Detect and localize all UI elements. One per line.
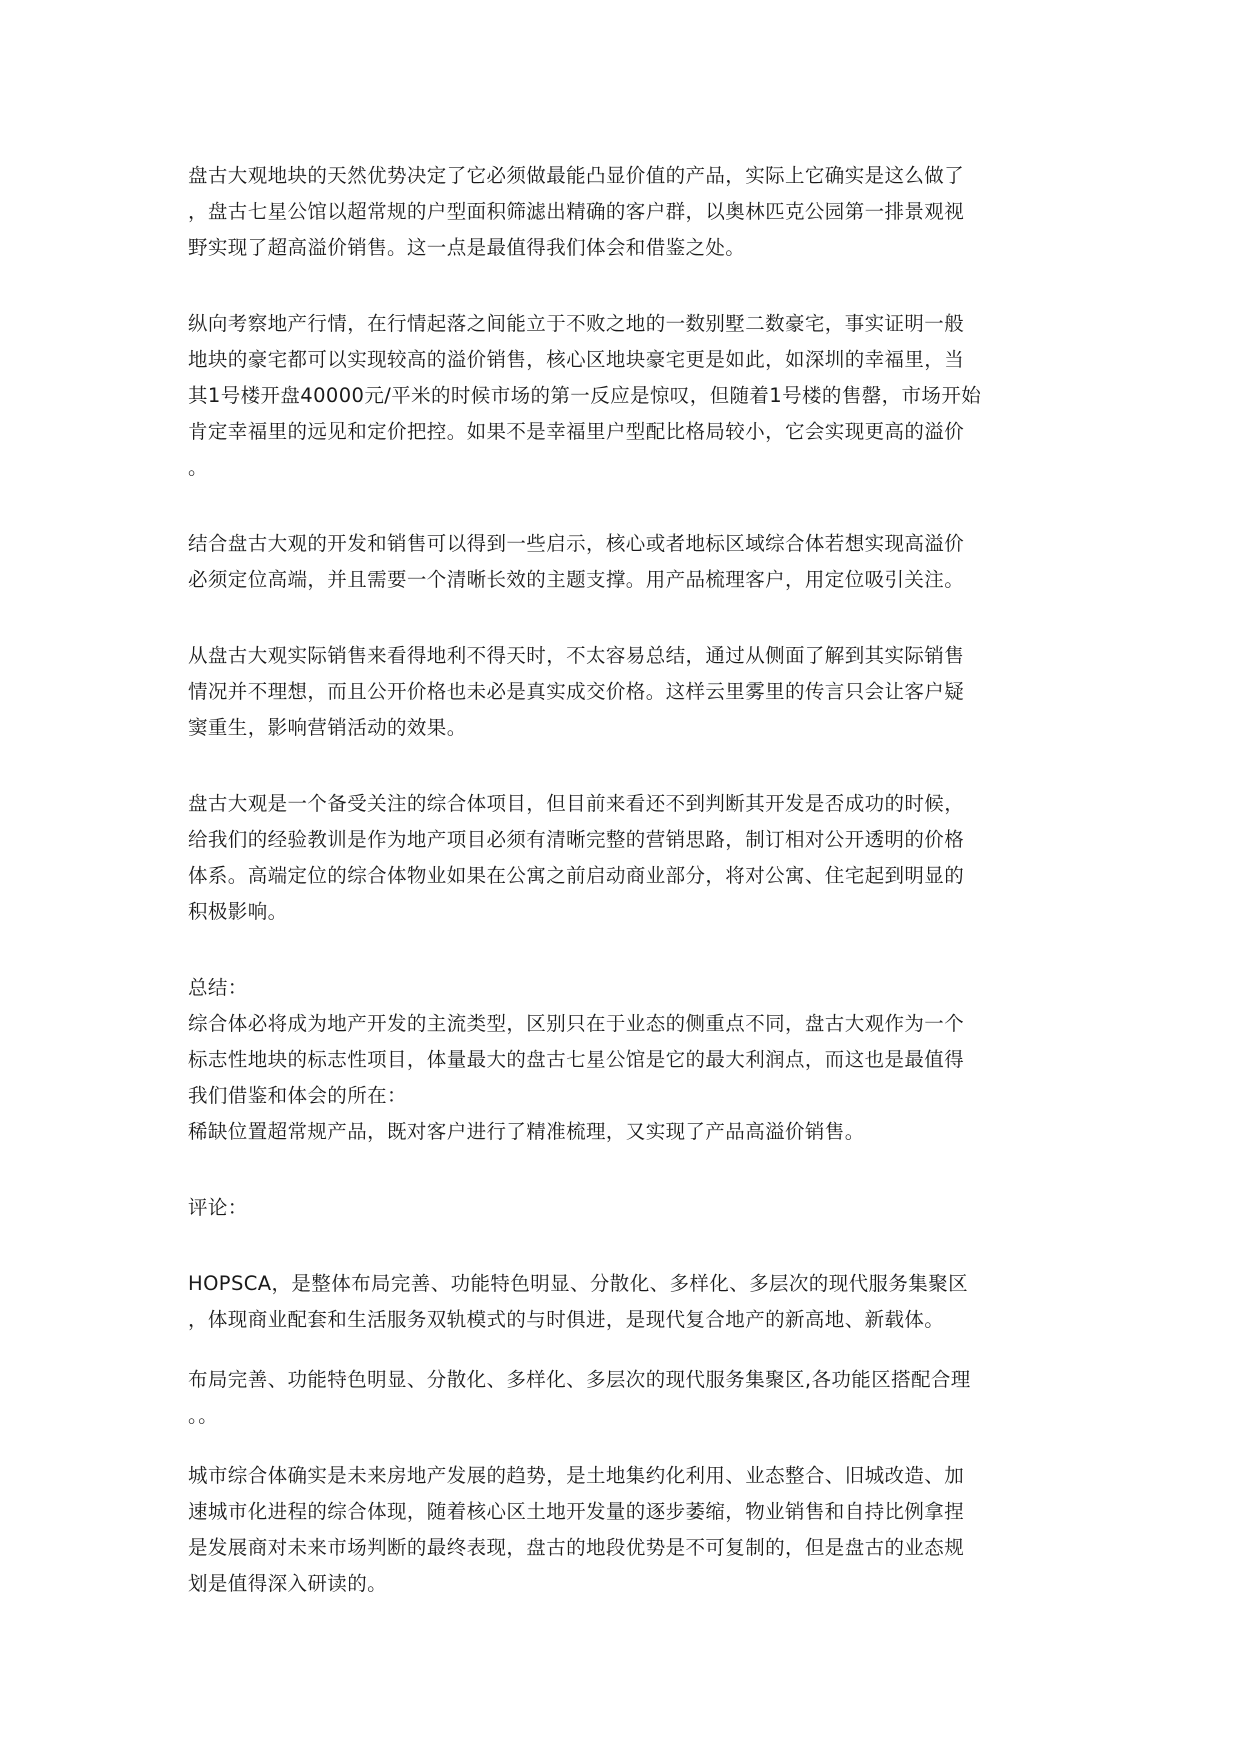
paragraph-line: ，体现商业配套和生活服务双轨模式的与时俱进，是现代复合地产的新高地、新载体。	[188, 1308, 945, 1331]
paragraph-line: 综合体必将成为地产开发的主流类型，区别只在于业态的侧重点不同，盘古大观作为一个	[188, 1012, 965, 1035]
paragraph-line: 结合盘古大观的开发和销售可以得到一些启示，核心或者地标区域综合体若想实现高溢价	[188, 532, 965, 555]
paragraph-line: 稀缺位置超常规产品，既对客户进行了精准梳理，又实现了产品高溢价销售。	[188, 1120, 865, 1143]
paragraph-line: 给我们的经验教训是作为地产项目必须有清晰完整的营销思路，制订相对公开透明的价格	[188, 828, 965, 851]
paragraph-line: HOPSCA，是整体布局完善、功能特色明显、分散化、多样化、多层次的现代服务集聚区	[188, 1272, 969, 1295]
paragraph-line: 城市综合体确实是未来房地产发展的趋势，是土地集约化利用、业态整合、旧城改造、加	[188, 1464, 965, 1487]
paragraph-line: 我们借鉴和体会的所在：	[188, 1084, 407, 1107]
paragraph-line: 体系。高端定位的综合体物业如果在公寓之前启动商业部分，将对公寓、住宅起到明显的	[188, 864, 965, 887]
paragraph-line: 窦重生，影响营销活动的效果。	[188, 716, 467, 739]
paragraph-line: 野实现了超高溢价销售。这一点是最值得我们体会和借鉴之处。	[188, 236, 746, 259]
paragraph-line: 积极影响。	[188, 900, 288, 923]
paragraph-line: 肯定幸福里的远见和定价把控。如果不是幸福里户型配比格局较小，它会实现更高的溢价	[188, 420, 965, 443]
paragraph-line: 其1号楼开盘40000元/平米的时候市场的第一反应是惊叹，但随着1号楼的售罄，市场开始	[188, 384, 982, 407]
section-heading-comments: 评论：	[188, 1196, 248, 1219]
paragraph-line: 必须定位高端，并且需要一个清晰长效的主题支撑。用产品梳理客户，用定位吸引关注。	[188, 568, 965, 591]
paragraph-line: 盘古大观地块的天然优势决定了它必须做最能凸显价值的产品，实际上它确实是这么做了	[188, 164, 965, 187]
paragraph-line: 。。	[188, 1404, 219, 1427]
paragraph-line: 情况并不理想，而且公开价格也未必是真实成交价格。这样云里雾里的传言只会让客户疑	[188, 680, 965, 703]
paragraph-line: 地块的豪宅都可以实现较高的溢价销售，核心区地块豪宅更是如此，如深圳的幸福里，当	[188, 348, 965, 371]
paragraph-line: 。	[188, 456, 208, 479]
paragraph-line: 标志性地块的标志性项目，体量最大的盘古七星公馆是它的最大利润点，而这也是最值得	[188, 1048, 965, 1071]
paragraph-line: 速城市化进程的综合体现，随着核心区土地开发量的逐步萎缩，物业销售和自持比例拿捏	[188, 1500, 965, 1523]
paragraph-line: 从盘古大观实际销售来看得地利不得天时，不太容易总结，通过从侧面了解到其实际销售	[188, 644, 965, 667]
paragraph-line: 布局完善、功能特色明显、分散化、多样化、多层次的现代服务集聚区,各功能区搭配合理	[188, 1368, 971, 1391]
paragraph-line: 纵向考察地产行情，在行情起落之间能立于不败之地的一数别墅二数豪宅，事实证明一般	[188, 312, 965, 335]
paragraph-line: 是发展商对未来市场判断的最终表现，盘古的地段优势是不可复制的，但是盘古的业态规	[188, 1536, 965, 1559]
section-heading-summary: 总结：	[188, 976, 248, 999]
paragraph-line: 划是值得深入研读的。	[188, 1572, 388, 1595]
paragraph-line: 盘古大观是一个备受关注的综合体项目，但目前来看还不到判断其开发是否成功的时候，	[188, 792, 965, 815]
paragraph-line: ，盘古七星公馆以超常规的户型面积筛滤出精确的客户群，以奥林匹克公园第一排景观视	[188, 200, 965, 223]
